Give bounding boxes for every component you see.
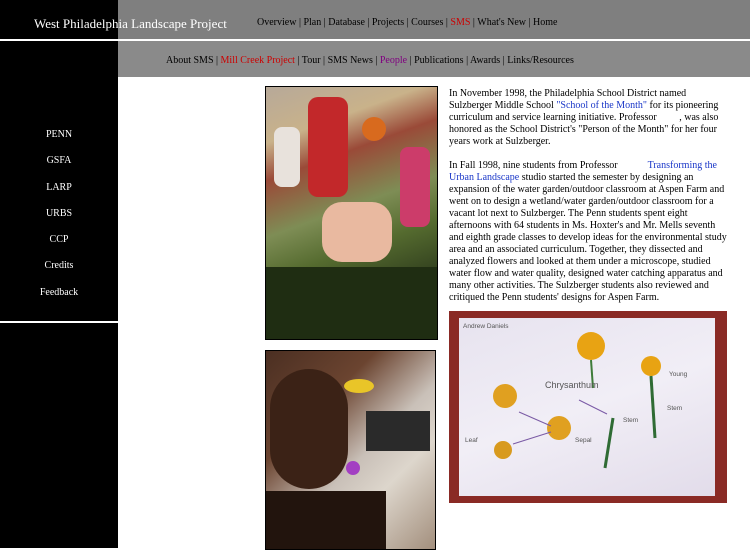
subnav-links-resources[interactable]: Links/Resources <box>507 55 574 66</box>
drawing-flower-bottom <box>494 441 512 459</box>
nav-courses[interactable]: Courses <box>411 17 444 28</box>
drawing-paper <box>459 318 715 496</box>
svg-text:Leaf: Leaf <box>465 437 478 444</box>
site-title-part2: Landscape Project <box>127 16 227 31</box>
subnav-people[interactable]: People <box>379 55 408 66</box>
student-drawing-photo <box>449 311 727 503</box>
flower-drawing <box>459 318 715 496</box>
sidebar-item-larp[interactable]: LARP <box>46 181 72 193</box>
svg-text:Sepal: Sepal <box>575 437 592 444</box>
sidebar-item-gsfa[interactable]: GSFA <box>46 155 72 167</box>
sidebar-item-credits[interactable]: Credits <box>44 260 74 272</box>
sidebar-links <box>0 128 118 312</box>
subnav-mill-creek-project[interactable]: Mill Creek Project <box>220 55 295 66</box>
photo-boy-face <box>270 369 348 489</box>
photo-child-left <box>274 127 300 187</box>
nav-whats-new[interactable]: What's New <box>477 17 526 28</box>
sidebar-item-penn[interactable]: PENN <box>45 129 73 140</box>
drawing-flower-top <box>577 332 605 360</box>
nav-sms[interactable]: SMS <box>450 17 471 28</box>
sub-nav: About SMS | Mill Creek Project | Tour | SMS News | People | Publications | Awards | Links/Resources <box>166 55 574 66</box>
photo-garden-bed <box>266 267 437 339</box>
photo-children-center <box>322 202 392 262</box>
photo-microscope <box>366 411 430 451</box>
subnav-publications[interactable]: Publications <box>414 55 464 66</box>
garden-photo <box>265 86 438 340</box>
drawing-flower-left <box>493 384 517 408</box>
photo-boy-arms <box>266 491 386 549</box>
nav-overview[interactable]: Overview <box>257 17 297 28</box>
sidebar-top-block <box>0 41 118 85</box>
sidebar <box>0 85 118 548</box>
nav-plan[interactable]: Plan <box>303 17 322 28</box>
sub-nav-bar-bottom <box>118 77 750 85</box>
student-flower-photo <box>265 350 436 550</box>
main-nav: Overview | Plan | Database | Projects | Courses | SMS | What's New | Home <box>257 17 558 28</box>
paragraph-fall-1998: In Fall 1998, nine students from Professor Transforming the Urban Landscape studio started the semester by designing an expansion of the water garden/outdoor classroom at Aspen Farm and went on to design a wetland/water garden/outdoor classroom for a vacant lot next to Sulzberger. The Penn students spent eight afternoons with 64 students in Ms. Hoxter's and Mr. Mells seventh and eighth grade classes to develop ideas for the environmental study area and an associated curriculum. Together, they dissected and analyzed flowers and looked at them under a microscope, studied water flow and water quality, designed water catching apparatus and many other activities. The Sulzberger students also reviewed and critiqued the Penn students' designs for Aspen Farm. <box>449 160 727 303</box>
drawing-author: Andrew Daniels <box>463 323 509 330</box>
photo-child-right <box>400 147 430 227</box>
svg-text:Stem: Stem <box>623 417 639 424</box>
article-content <box>449 88 727 316</box>
svg-text:Young: Young <box>669 371 688 378</box>
subnav-awards[interactable]: Awards <box>470 55 501 66</box>
subnav-sms-news[interactable]: SMS News <box>327 55 373 66</box>
paragraph-school-of-month: In November 1998, the Philadelphia School District named Sulzberger Middle School "School of the Month" for its pioneering curriculum and service learning initiative. Professor , was also honored as the School District's "Person of the Month" for her four years work at Sulzberger. <box>449 88 719 147</box>
photo-yellow-flower <box>344 379 374 393</box>
nav-database[interactable]: Database <box>328 17 365 28</box>
photo-basketball <box>362 117 386 141</box>
drawing-flower-center <box>547 416 571 440</box>
sidebar-divider <box>0 321 118 323</box>
link-transforming-urban-landscape[interactable]: Transforming the Urban Landscape <box>449 160 717 183</box>
subnav-tour[interactable]: Tour <box>301 55 321 66</box>
photo-figure-red-shirt <box>308 97 348 197</box>
nav-home[interactable]: Home <box>533 17 558 28</box>
site-title[interactable] <box>34 16 227 32</box>
photo-purple-flower <box>346 461 360 475</box>
drawing-label-main: Chrysanthum <box>545 380 599 390</box>
sidebar-item-feedback[interactable]: Feedback <box>39 286 79 298</box>
link-school-of-the-month[interactable]: "School of the Month" <box>556 100 647 111</box>
sidebar-item-urbs[interactable]: URBS <box>45 207 73 219</box>
nav-projects[interactable]: Projects <box>371 17 405 28</box>
sidebar-item-ccp[interactable]: CCP <box>49 234 69 246</box>
svg-text:Stem: Stem <box>667 405 683 412</box>
drawing-flower-right <box>641 356 661 376</box>
site-title-part1: West Philadelphia <box>34 16 128 31</box>
subnav-about-sms[interactable]: About SMS <box>166 55 214 66</box>
